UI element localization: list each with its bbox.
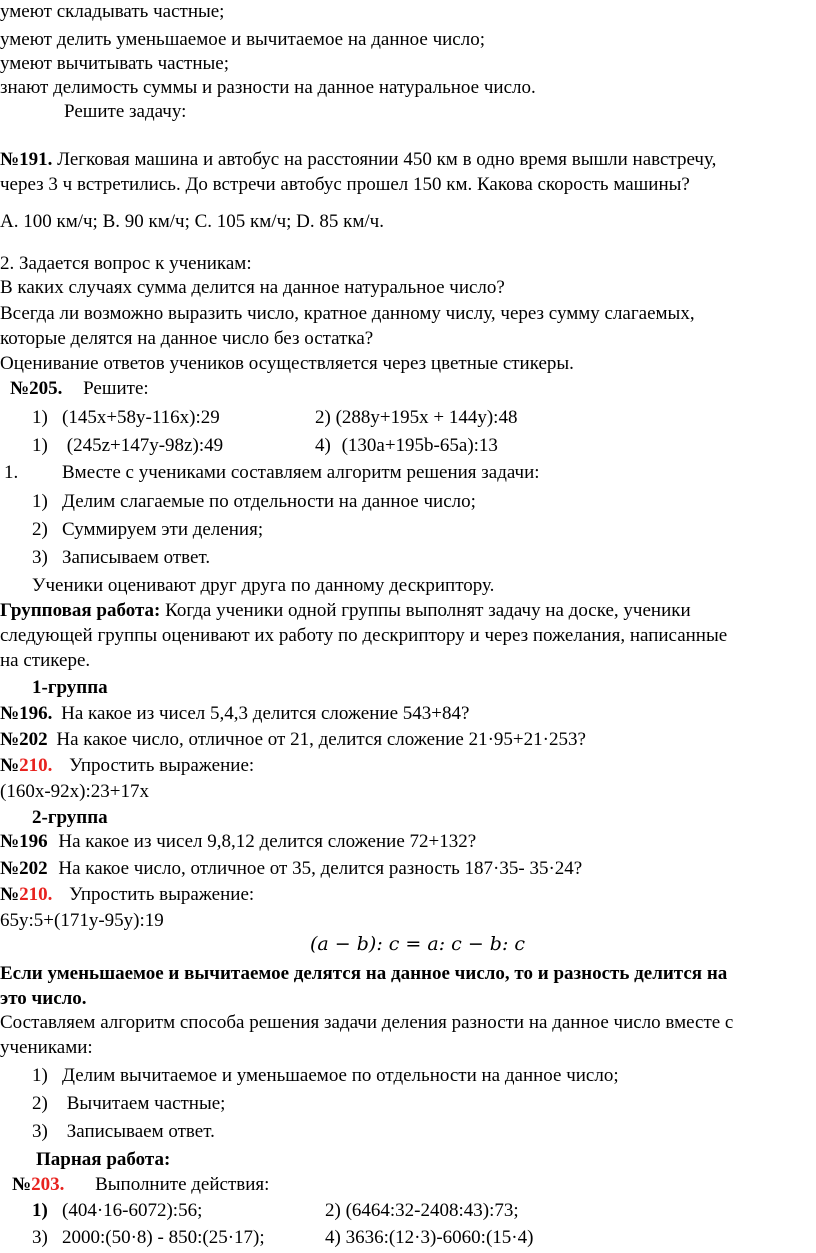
list-number: 2) (315, 407, 331, 428)
task-text: Упростить выражение: (69, 755, 255, 776)
group-2-task-196 (0, 830, 476, 854)
task-text: На какое из чисел 9,8,12 делится сложение 72+132? (58, 831, 477, 852)
question-line-3: которые делятся на данное число без остатка? (0, 328, 374, 349)
list-number: 1) (32, 491, 48, 512)
intro-line-2: умеют делить уменьшаемое и вычитаемое на данное число; (0, 29, 485, 50)
step-text: Делим вычитаемое и уменьшаемое по отдельности на данное число; (62, 1065, 619, 1086)
task-205-row-1-b (315, 406, 517, 430)
task-text: На какое число, отличное от 21, делится сложение 21·95+21·253? (56, 729, 586, 750)
expression: 2000:(50·8) - 850:(25·17); (62, 1227, 265, 1248)
step-text: Вычитаем частные; (62, 1093, 226, 1114)
expression: (288y+195x + 144y):48 (335, 407, 518, 428)
algorithm-1-note: Ученики оценивают друг друга по данному дескриптору. (32, 575, 495, 596)
group-1-expression: (160x-92x):23+17x (0, 781, 149, 802)
intro-line-1: умеют складывать частные; (0, 1, 225, 22)
pair-work-row-1-b: 2) (6464:32-2408:43):73; (325, 1200, 519, 1221)
rule-line-2: это число. (0, 988, 87, 1009)
task-205-row-2 (32, 434, 223, 458)
group-work-text-1: Когда ученики одной группы выполнят задачу на доске, ученики (160, 600, 691, 621)
task-number: 203. (31, 1174, 65, 1195)
solve-heading: Решите задачу: (64, 101, 187, 122)
task-number: 210. (19, 884, 53, 905)
algorithm-1-step-3 (32, 546, 210, 570)
task-text: Упростить выражение: (69, 884, 255, 905)
expression: (245z+147y-98z):49 (62, 435, 224, 456)
pair-work-task-203 (12, 1173, 269, 1197)
group-1-title: 1-группа (32, 677, 108, 698)
task-191-text-1: Легковая машина и автобус на расстоянии 450 км в одно время вышли навстречу, (57, 149, 717, 170)
pair-work-row-1 (32, 1199, 202, 1223)
pair-work-label: Парная работа: (36, 1149, 171, 1170)
step-text: Суммируем эти деления; (62, 519, 264, 540)
step-text: Делим слагаемые по отдельности на данное число; (62, 491, 476, 512)
question-line-2: Всегда ли возможно выразить число, кратное данному числу, через сумму слагаемых, (0, 303, 695, 324)
group-2-task-202 (0, 857, 582, 881)
task-number: №196. (0, 703, 53, 724)
algorithm-2-step-1 (32, 1064, 619, 1088)
question-line-4: Оценивание ответов учеников осуществляется через цветные стикеры. (0, 353, 574, 374)
task-text: На какое число, отличное от 35, делится разность 187·35- 35·24? (58, 858, 583, 879)
algorithm-2-line-2: учениками: (0, 1037, 93, 1058)
group-1-task-202 (0, 728, 586, 752)
list-number: 3) (32, 1121, 48, 1142)
group-work-text-3: на стикере. (0, 650, 91, 671)
group-work-line-1 (0, 599, 691, 623)
task-number: №196 (0, 831, 48, 852)
rule-line-1: Если уменьшаемое и вычитаемое делятся на данное число, то и разность делится на (0, 963, 728, 984)
difference-formula: (𝑎 − 𝑏): c = 𝑎: c − 𝑏: c (310, 933, 526, 955)
task-205-heading (10, 377, 149, 401)
task-205-label: Решите: (83, 378, 149, 399)
list-number: 2) (32, 519, 48, 540)
group-2-task-210 (0, 883, 254, 907)
algorithm-1-step-2 (32, 518, 263, 542)
task-number: 210. (19, 755, 53, 776)
algorithm-1-title (4, 461, 540, 485)
list-number: 1. (4, 462, 19, 483)
task-number: №202 (0, 858, 48, 879)
intro-line-4: знают делимость суммы и разности на данное натуральное число. (0, 77, 536, 98)
question-line-1: В каких случаях сумма делится на данное натуральное число? (0, 277, 505, 298)
task-191-number: №191. (0, 149, 53, 170)
task-191-answers: А. 100 км/ч; B. 90 км/ч; С. 105 км/ч; D. 85 км/ч. (0, 211, 384, 232)
algorithm-2-line-1: Составляем алгоритм способа решения задачи деления разности на данное число вместе с (0, 1012, 734, 1033)
expression: (130a+195b-65a):13 (341, 435, 498, 456)
task-number-prefix: № (12, 1174, 32, 1195)
task-number-prefix: № (0, 755, 20, 776)
group-2-title: 2-группа (32, 807, 108, 828)
list-number: 4) (315, 435, 331, 456)
group-work-label: Групповая работа: (0, 600, 161, 621)
algorithm-1-title-text: Вместе с учениками составляем алгоритм решения задачи: (62, 462, 540, 483)
group-work-text-2: следующей группы оценивают их работу по дескриптору и через пожелания, написанные (0, 625, 728, 646)
task-number-prefix: № (0, 884, 20, 905)
task-205-row-2-b (315, 434, 498, 458)
algorithm-1-step-1 (32, 490, 476, 514)
list-number: 2) (32, 1093, 48, 1114)
task-number: №202 (0, 729, 48, 750)
group-2-expression: 65y:5+(171y-95y):19 (0, 910, 164, 931)
task-text: Выполните действия: (95, 1174, 270, 1195)
task-205-row-1 (32, 406, 220, 430)
intro-line-3: умеют вычитывать частные; (0, 53, 229, 74)
pair-work-row-2-b: 4) 3636:(12·3)-6060:(15·4) (325, 1227, 534, 1248)
expression: (145x+58y-116x):29 (62, 407, 220, 428)
task-text: На какое из чисел 5,4,3 делится сложение 543+84? (61, 703, 470, 724)
list-number: 3) (32, 1227, 48, 1248)
list-number: 1) (32, 1065, 48, 1086)
task-191-line-1 (0, 148, 716, 172)
list-number: 1) (32, 407, 48, 428)
list-number: 1) (32, 1200, 48, 1221)
algorithm-2-step-2 (32, 1092, 225, 1116)
list-number: 1) (32, 435, 48, 456)
group-1-task-196 (0, 702, 469, 726)
expression: (404·16-6072):56; (62, 1200, 203, 1221)
step-text: Записываем ответ. (62, 547, 211, 568)
pair-work-row-2 (32, 1226, 265, 1250)
question-title: 2. Задается вопрос к ученикам: (0, 253, 252, 274)
group-1-task-210 (0, 754, 254, 778)
step-text: Записываем ответ. (62, 1121, 215, 1142)
task-205-number: №205. (10, 378, 63, 399)
list-number: 3) (32, 547, 48, 568)
task-191-text-2: через 3 ч встретились. До встречи автобус прошел 150 км. Какова скорость машины? (0, 174, 690, 195)
algorithm-2-step-3 (32, 1120, 215, 1144)
